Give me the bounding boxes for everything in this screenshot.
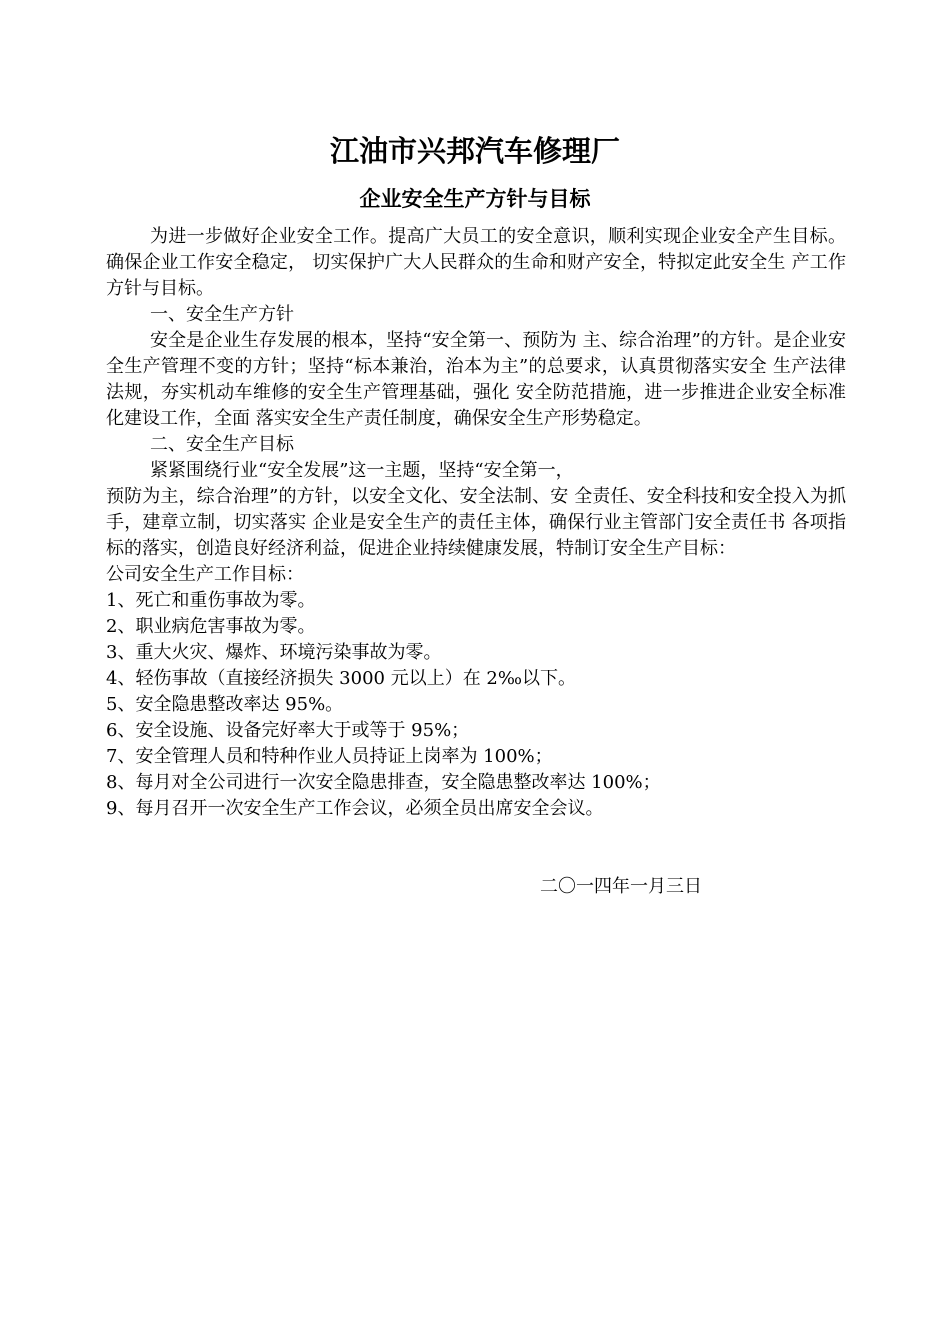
goals-list-heading: 公司安全生产工作目标： (106, 564, 304, 585)
document-date: 二〇一四年一月三日 (540, 876, 702, 897)
goals-intro-first-line: 紧紧围绕行业“安全发展”这一主题，坚持“安全第一， (150, 460, 574, 481)
goals-intro-paragraph: 预防为主，综合治理”的方针，以安全文化、安全法制、安 全责任、安全科技和安全投入为抓手，建章立制，切实落实 企业是安全生产的责任主体，确保行业主管部门安全责任书 各项指标的落实，创造良好经济利益，促进企业持续健康发展，特制订安全生产目标： (106, 486, 846, 559)
goal-item: 5、安全隐患整改率达 95%。 (106, 694, 344, 715)
document-body (106, 224, 846, 822)
goal-item: 9、每月召开一次安全生产工作会议，必须全员出席安全会议。 (106, 798, 604, 819)
company-title: 江油市兴邦汽车修理厂 (329, 134, 620, 168)
goal-item: 2、职业病危害事故为零。 (106, 616, 316, 637)
policy-paragraph: 安全是企业生存发展的根本，坚持“安全第一、预防为 主、综合治理”的方针。是企业安全生产管理不变的方针；坚持“标本兼治，治本为主”的总要求，认真贯彻落实安全 生产法律法规，夯实机动车维修的安全生产管理基础，强化 安全防范措施，进一步推进企业安全标准化建设工作，全面 落实安全生产责任制度，确保安全生产形势稳定。 (106, 330, 846, 429)
goals-list (106, 588, 846, 822)
goal-item: 3、重大火灾、爆炸、环境污染事故为零。 (106, 642, 442, 663)
goal-item: 1、死亡和重伤事故为零。 (106, 590, 316, 611)
goal-item: 7、安全管理人员和特种作业人员持证上岗率为 100%； (106, 746, 553, 767)
section-heading-policy: 一、安全生产方针 (150, 304, 294, 325)
goal-item: 8、每月对全公司进行一次安全隐患排查，安全隐患整改率达 100%； (106, 772, 661, 793)
intro-paragraph: 为进一步做好企业安全工作。提高广大员工的安全意识，顺利实现企业安全产生目标。确保企业工作安全稳定， 切实保护广大人民群众的生命和财产安全，特拟定此安全生 产工作方针与目标。 (106, 226, 846, 299)
goal-item: 6、安全设施、设备完好率大于或等于 95%； (106, 720, 470, 741)
document-subtitle: 企业安全生产方针与目标 (359, 186, 591, 211)
goal-item: 4、轻伤事故（直接经济损失 3000 元以上）在 2‰以下。 (106, 668, 577, 689)
section-heading-goals: 二、安全生产目标 (150, 434, 294, 455)
